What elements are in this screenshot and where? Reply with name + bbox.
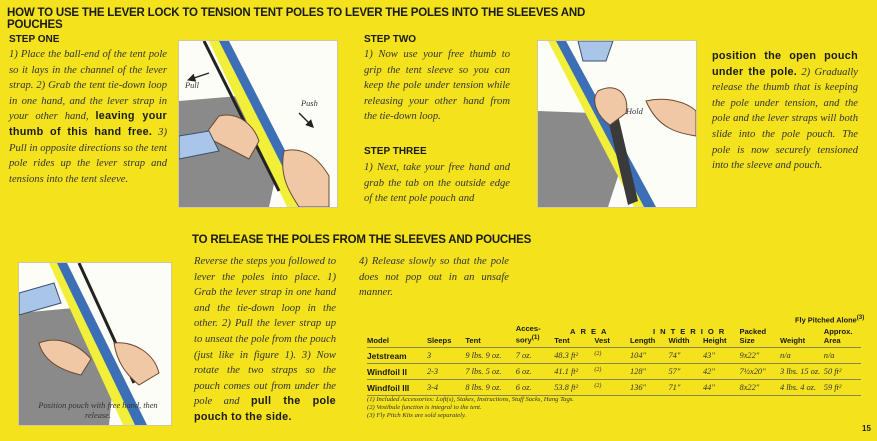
cell-fly-area: 59 ft² [823,383,842,393]
step-two-text: 1) Now use your free thumb to grip the tent sleeve so you can keep the pole under tension while releasing your other hand from the tie-down loop. [364,49,510,123]
fig2-hold-label: Hold [626,107,643,116]
footnote-1: (1) Included Accessories: Loft(s), Stakes, Instructions, Stuff Sacks, Hang Tags. [367,396,574,403]
area-group-header: AREA [570,327,612,336]
step-three-text: 1) Next, take your free hand and grab the tab on the outside edge of the tent pole pouch and [364,162,510,205]
col-accessory-label: Acces-sory [515,324,541,345]
spec-header-row [367,324,861,347]
col-model: Model [367,335,389,345]
cell-length: 104" [629,351,647,361]
cell-vest: (2) [594,366,602,373]
fig3-caption: Position pouch with free hand, then release. [38,401,158,420]
step-three-heading: STEP THREE [364,146,427,157]
cell-area-tent: 48.3 ft² [554,351,579,361]
cell-width: 74" [668,351,681,361]
spec-table-body [367,347,861,395]
continued-text [712,49,858,174]
cell-packed: 7½x20" [739,367,766,377]
cell-packed: 8x22" [739,383,760,393]
col-height: Height [702,335,727,345]
release-step4-text: 4) Release slowly so that the pole does not pop out in an unsafe manner. [359,256,509,299]
cell-model: Jetstream [367,350,407,361]
spec-footnotes [367,396,667,420]
cell-width: 57" [668,367,681,377]
cell-packed: 9x22" [739,351,760,361]
release-title: TO RELEASE THE POLES FROM THE SLEEVES AND POUCHES [192,234,532,246]
cell-fly-area: n/a [823,351,835,361]
release-text-a: Reverse the steps you followed to lever the poles into place. 1) Grab the lever strap in one hand and the tie-down loop in the other. 2) Pull the lever strap up to unseat the pole from the pouch (just like in figure 1). 3) Now rotate the two straps so the pouch comes out from under the pole and [194,256,336,408]
cell-model: Windfoil III [367,382,410,393]
fig1-push-label: Push [301,99,318,108]
cell-tent: 7 lbs. 5 oz. [465,367,502,377]
cell-width: 71" [668,383,681,393]
cell-length: 136" [629,383,647,393]
release-bold: pull the pole pouch to the side. [194,395,336,423]
cell-fly-weight: 3 lbs. 15 oz. [779,367,821,377]
cell-fly-weight: 4 lbs. 4 oz. [779,383,817,393]
continued-text-body: 2) Gradually release the thumb that is keeping the pole under tension, and the pole and the lever straps will both slide into the pole pouch. The pole is now securely tensioned into the sleeve and pouch. [712,66,858,172]
cell-height: 42" [702,367,715,377]
fly-group-header [795,314,864,324]
cell-sleeps: 3-4 [426,383,439,393]
cell-acc: 6 oz. [515,383,532,393]
col-accessory [516,324,554,347]
fly-group-sup: (3) [856,314,865,321]
release-text [194,254,336,426]
main-title: HOW TO USE THE LEVER LOCK TO TENSION TENT POLES TO LEVER THE POLES INTO THE SLEEVES AND POUCHES [7,7,586,31]
cell-vest: (2) [594,350,602,357]
page-number: 15 [862,424,871,433]
cell-tent: 9 lbs. 9 oz. [465,351,502,361]
col-fly-weight: Weight [779,335,806,345]
figure-2-drawing [538,41,696,207]
cell-acc: 7 oz. [515,351,532,361]
cell-height: 43" [702,351,715,361]
spec-table [367,324,861,396]
footnote-2: (2) Vestibule function is integral to the tent. [367,404,482,411]
step-two-heading: STEP TWO [364,34,417,45]
col-tent: Tent [465,335,481,345]
col-fly-area: Approx. Area [823,326,853,345]
col-width: Width [668,335,690,345]
cell-length: 128" [629,367,647,377]
cell-sleeps: 2-3 [426,367,439,377]
table-row [367,363,861,379]
cell-model: Windfoil II [367,366,407,377]
table-row [367,379,861,395]
col-area-vest: Vest [594,335,610,345]
col-length: Length [629,335,656,345]
interior-group-header: INTERIOR [653,327,730,336]
cell-area-tent: 41.1 ft² [554,367,579,377]
continued-bold: position the open pouch under the pole. [712,50,858,78]
fig1-pull-label: Pull [185,81,199,90]
figure-1-illustration [178,40,338,208]
cell-sleeps: 3 [426,351,432,361]
figure-1-drawing [179,41,337,207]
col-area-tent: Tent [554,335,570,345]
cell-fly-area: 50 ft² [823,367,842,377]
col-sleeps: Sleeps [426,335,452,345]
table-row [367,347,861,363]
fly-group-label: Fly Pitched Alone [795,315,857,325]
cell-fly-weight: n/a [779,351,791,361]
col-packed: Packed Size [739,326,767,345]
cell-acc: 6 oz. [515,367,532,377]
cell-height: 44" [702,383,715,393]
figure-3-illustration [18,262,172,426]
cell-area-tent: 53.8 ft² [554,383,579,393]
cell-vest: (2) [594,382,602,389]
step-one-text [9,47,167,187]
cell-tent: 8 lbs. 9 oz. [465,383,502,393]
step-one-heading: STEP ONE [9,34,60,45]
step-one-text-a: 1) Place the ball-end of the tent pole so it lays in the channel of the lever strap. 2) Grab the tent tie-down loop in one hand, and the lever strap in your other hand, [9,49,167,123]
figure-2-illustration [537,40,697,208]
step-one-bold: leaving your thumb of this hand free. [9,110,168,138]
step-one-text-b: 3) Pull in opposite directions so the tent pole rides up the lever strap and tensions into the tent sleeve. [9,126,167,185]
col-accessory-sup: (1) [531,334,540,341]
footnote-3: (3) Fly Pitch Kits are sold separately. [367,412,467,419]
